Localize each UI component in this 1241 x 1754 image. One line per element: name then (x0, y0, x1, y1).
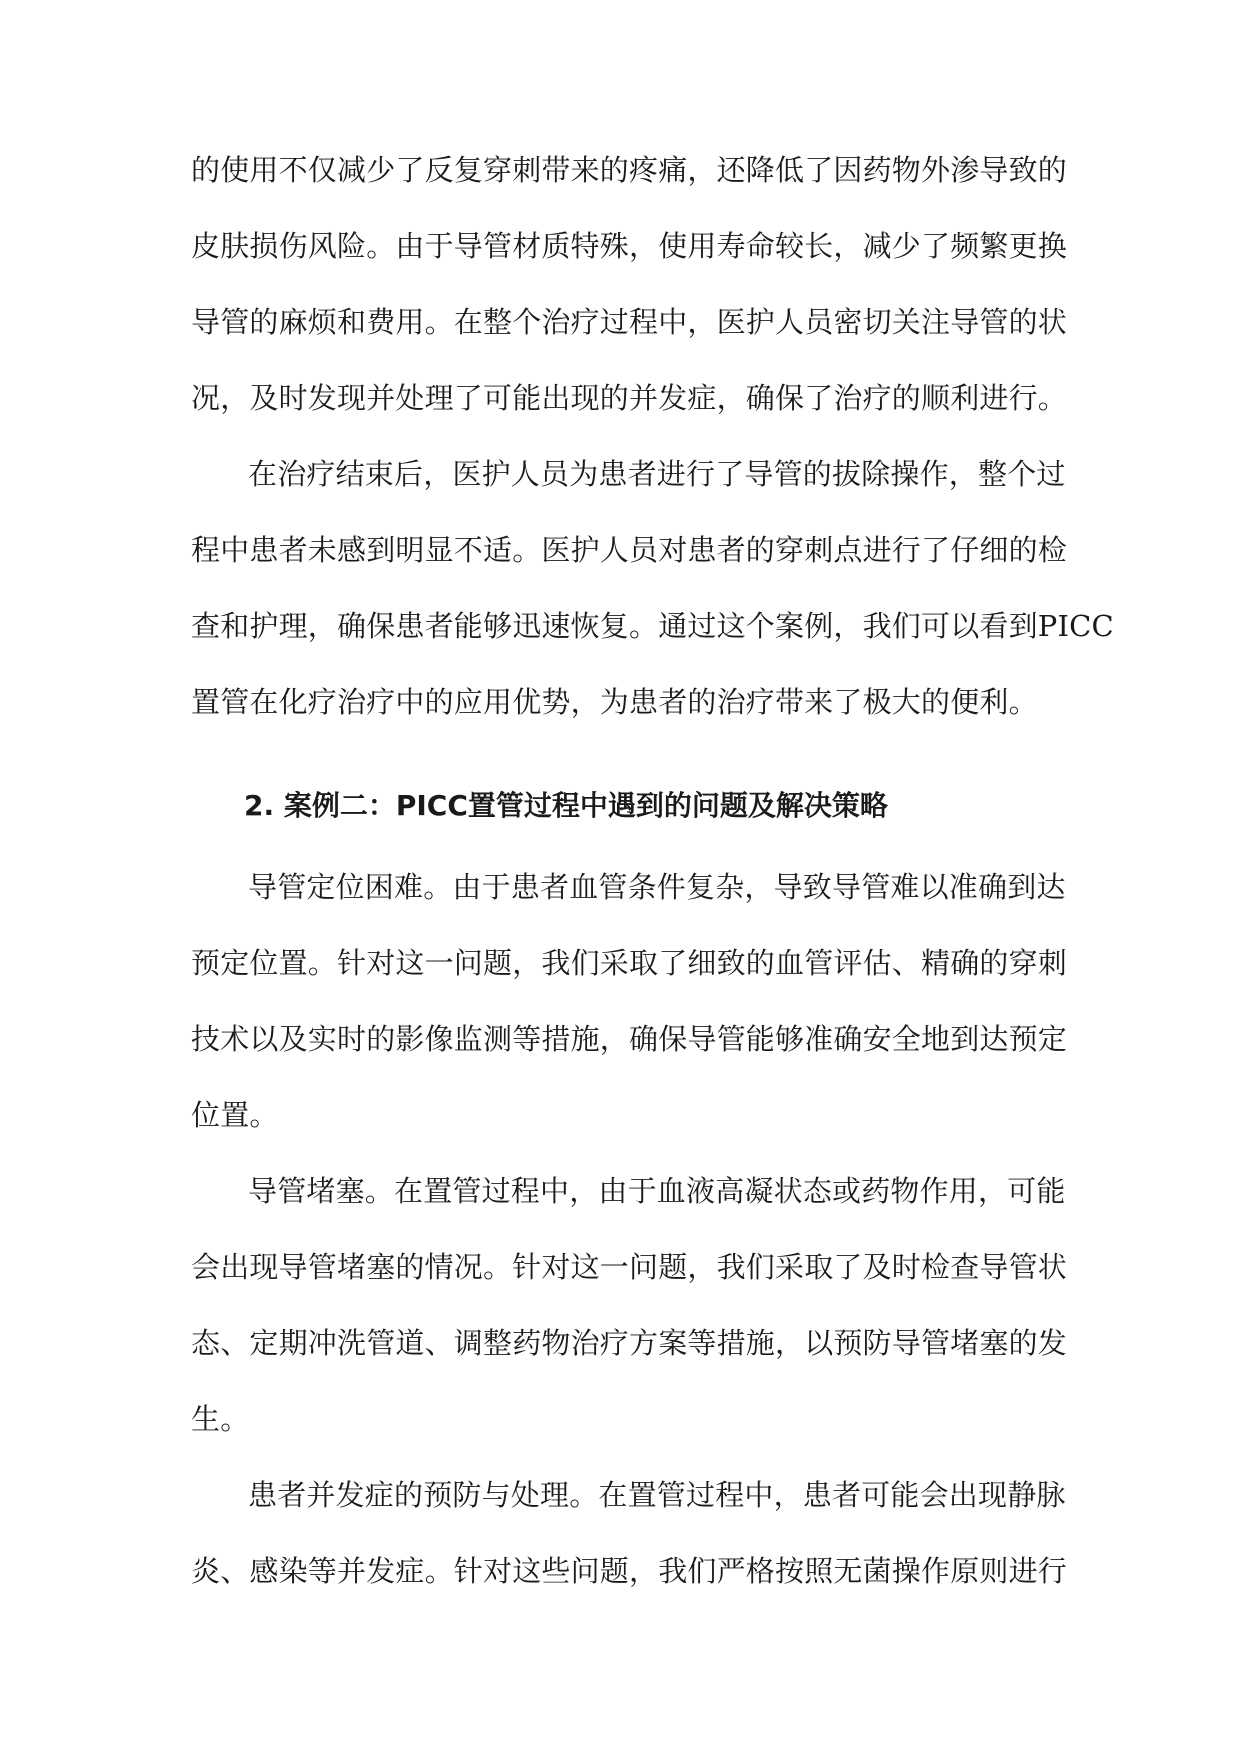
paragraph-4-line-1: 导管堵塞。在置管过程中，由于血液高凝状态或药物作用，可能 (248, 1174, 1066, 1208)
paragraph-1-line-2: 皮肤损伤风险。由于导管材质特殊，使用寿命较长，减少了频繁更换 (191, 229, 1068, 263)
paragraph-5-line-1: 患者并发症的预防与处理。在置管过程中，患者可能会出现静脉 (248, 1478, 1066, 1512)
paragraph-2-line-3: 查和护理，确保患者能够迅速恢复。通过这个案例，我们可以看到PICC (191, 609, 1114, 643)
paragraph-4-line-3: 态、定期冲洗管道、调整药物治疗方案等措施，以预防导管堵塞的发 (191, 1326, 1068, 1360)
paragraph-3-line-1: 导管定位困难。由于患者血管条件复杂，导致导管难以准确到达 (248, 870, 1066, 904)
paragraph-3-line-2: 预定位置。针对这一问题，我们采取了细致的血管评估、精确的穿刺 (191, 946, 1068, 980)
paragraph-1-line-1: 的使用不仅减少了反复穿刺带来的疼痛，还降低了因药物外渗导致的 (191, 153, 1068, 187)
paragraph-2-line-2: 程中患者未感到明显不适。医护人员对患者的穿刺点进行了仔细的检 (191, 533, 1068, 567)
section-heading: 2. 案例二：PICC置管过程中遇到的问题及解决策略 (244, 789, 888, 822)
paragraph-1-line-3: 导管的麻烦和费用。在整个治疗过程中，医护人员密切关注导管的状 (191, 305, 1068, 339)
paragraph-2-line-4: 置管在化疗治疗中的应用优势，为患者的治疗带来了极大的便利。 (191, 685, 1038, 719)
paragraph-4-line-2: 会出现导管堵塞的情况。针对这一问题，我们采取了及时检查导管状 (191, 1250, 1068, 1284)
paragraph-4-line-4: 生。 (191, 1402, 250, 1436)
paragraph-1-line-4: 况，及时发现并处理了可能出现的并发症，确保了治疗的顺利进行。 (191, 381, 1068, 415)
paragraph-3-line-3: 技术以及实时的影像监测等措施，确保导管能够准确安全地到达预定 (191, 1022, 1068, 1056)
paragraph-2-line-1: 在治疗结束后，医护人员为患者进行了导管的拔除操作，整个过 (248, 457, 1066, 491)
paragraph-3-line-4: 位置。 (191, 1098, 279, 1132)
paragraph-5-line-2: 炎、感染等并发症。针对这些问题，我们严格按照无菌操作原则进行 (191, 1554, 1068, 1588)
